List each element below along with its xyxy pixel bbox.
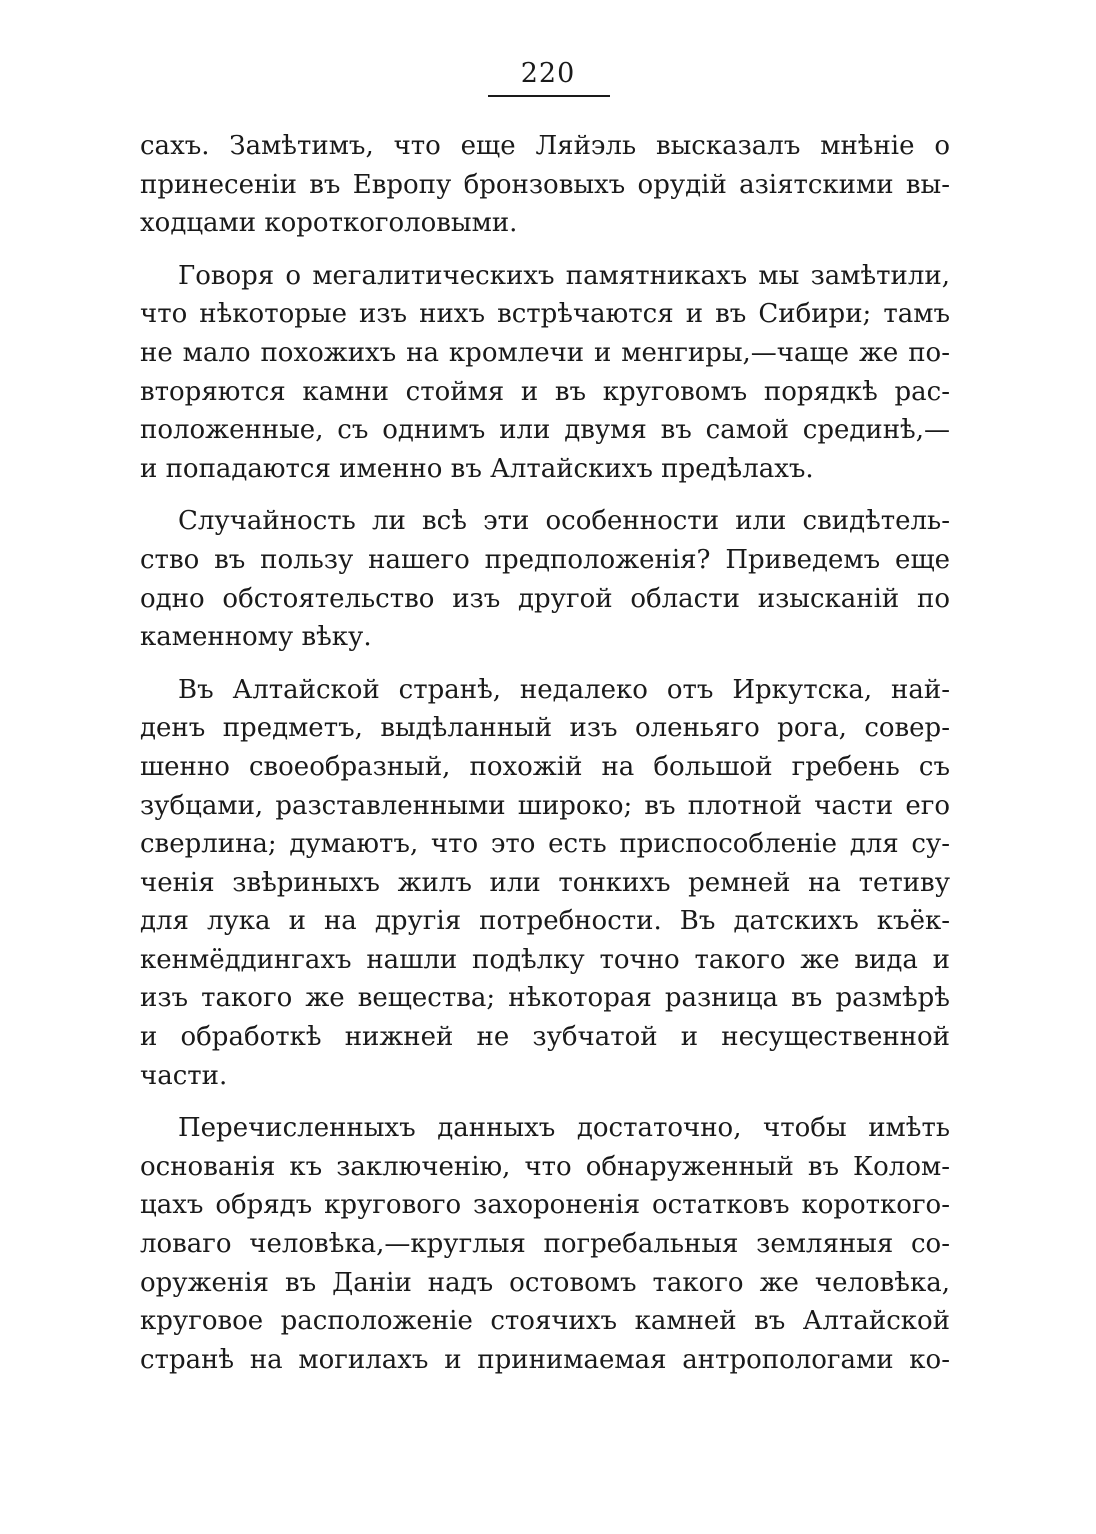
text-line: что нѣкоторые изъ нихъ встрѣчаются и въ Сибири; тамъ [140,299,950,330]
paragraph-4 [140,671,950,1096]
text-line: части. [140,1060,228,1091]
paragraph-5 [140,1109,950,1379]
text-line: не мало похожихъ на кромлечи и менгиры,—чаще же по- [140,337,950,368]
text-line: шенно своеобразный, похожій на большой гребень съ [140,751,950,782]
text-line: изъ такого же вещества; нѣкоторая разница въ размѣрѣ [140,983,950,1014]
page-number-rule [488,95,610,97]
text-line: круговое расположеніе стоячихъ камней въ Алтайской [140,1306,950,1337]
text-line: Въ Алтайской странѣ, недалеко отъ Иркутска, най- [178,674,950,705]
text-line: ловаго человѣка,—круглыя погребальныя земляныя со- [140,1229,950,1260]
text-line: Перечисленныхъ данныхъ достаточно, чтобы имѣть [178,1113,950,1144]
text-line: странѣ на могилахъ и принимаемая антропологами ко- [140,1344,950,1375]
text-line: сахъ. Замѣтимъ, что еще Ляйэль высказалъ мнѣніе о [140,131,950,161]
paragraph-3 [140,502,950,656]
paragraph-1 [140,127,950,243]
text-line: кенмёддингахъ нашли подѣлку точно такого же вида и [140,944,950,975]
text-line: ство въ пользу нашего предположенія? Приведемъ еще [140,544,950,575]
text-line: принесеніи въ Европу бронзовыхъ орудій азіятскими вы- [140,169,950,200]
text-line: Случайность ли всѣ эти особенности или свидѣтель- [178,506,950,537]
text-line: сверлина; думаютъ, что это есть приспособленіе для су- [140,829,950,860]
text-line: основанія къ заключенію, что обнаруженный въ Колом- [140,1151,950,1182]
text-line: для лука и на другія потребности. Въ датскихъ къёк- [140,906,950,937]
text-body [140,127,950,1379]
text-line: и попадаются именно въ Алтайскихъ предѣлахъ. [140,453,814,484]
text-line: цахъ обрядъ кругового захороненія остатковъ короткого- [140,1190,950,1221]
paragraph-2 [140,257,950,489]
page-number: 220 [520,58,576,89]
text-line: Говоря о мегалитическихъ памятникахъ мы замѣтили, [178,260,950,291]
text-line: ходцами короткоголовыми. [140,208,518,239]
text-line: положенные, съ однимъ или двумя въ самой срединѣ,— [140,415,950,446]
text-line: каменному вѣку. [140,622,372,653]
text-line: и обработкѣ нижней не зубчатой и несущественной [140,1022,950,1053]
text-line: зубцами, разставленными широко; въ плотной части его [140,790,950,821]
text-line: денъ предметъ, выдѣланный изъ оленьяго рога, совер- [140,713,950,744]
text-line: вторяются камни стоймя и въ круговомъ порядкѣ рас- [140,376,950,407]
text-line: одно обстоятельство изъ другой области изысканій по [140,583,950,614]
text-line: оруженія въ Даніи надъ остовомъ такого же человѣка, [140,1267,950,1298]
text-line: ченія звѣриныхъ жилъ или тонкихъ ремней на тетиву [140,867,950,898]
